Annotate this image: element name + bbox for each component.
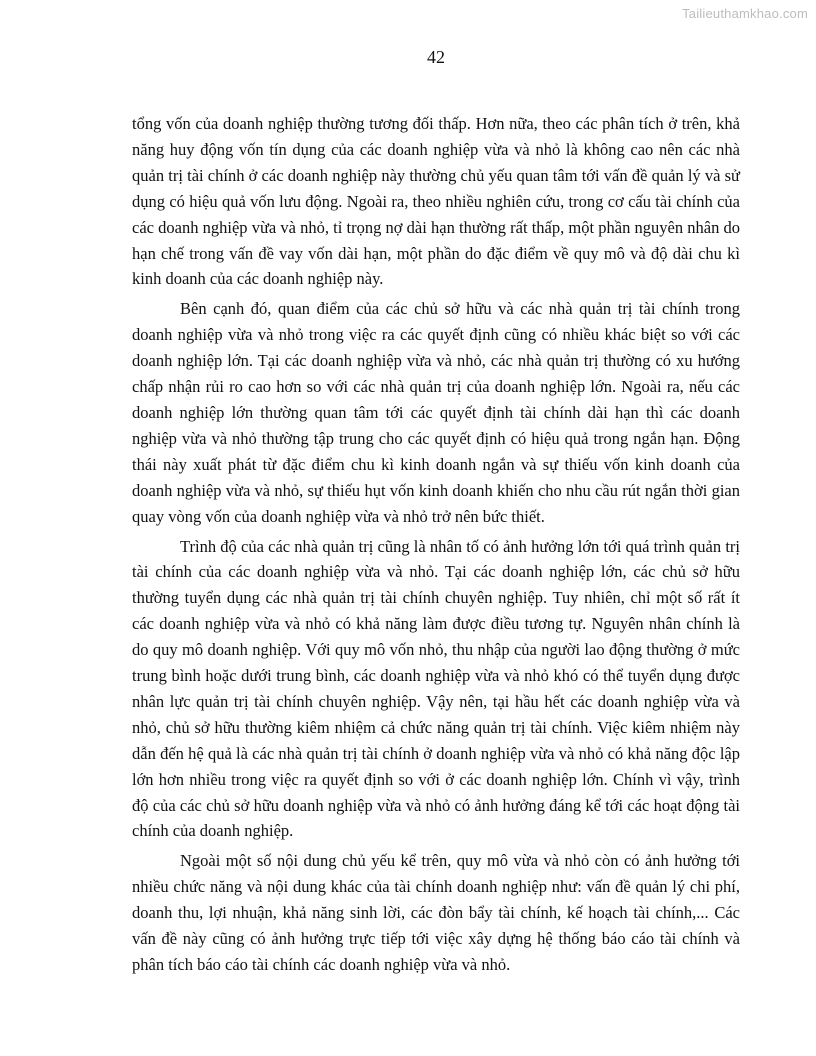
paragraph-other-functions: Ngoài một số nội dung chủ yếu kể trên, quy mô vừa và nhỏ còn có ảnh hưởng tới nhiều chức năng và nội dung khác của tài chính doanh nghiệp như: vấn đề quản lý chi phí, doanh thu, lợi nhuận, khả năng sinh lời, các đòn bẩy tài chính, kế hoạch tài chính,... Các vấn đề này cũng có ảnh hưởng trực tiếp tới việc xây dựng hệ thống báo cáo tài chính và phân tích báo cáo tài chính các doanh nghiệp vừa và nhỏ. xyxy=(132,851,740,974)
paragraph-manager-competence: Trình độ của các nhà quản trị cũng là nhân tố có ảnh hưởng lớn tới quá trình quản trị tài chính của các doanh nghiệp vừa và nhỏ. Tại các doanh nghiệp lớn, các chủ sở hữu thường tuyển dụng các nhà quản trị tài chính chuyên nghiệp. Tuy nhiên, chỉ một số rất ít các doanh nghiệp vừa và nhỏ có khả năng làm được điều tương tự. Nguyên nhân chính là do quy mô doanh nghiệp. Với quy mô vốn nhỏ, thu nhập của người lao động thường ở mức trung bình hoặc dưới trung bình, các doanh nghiệp vừa và nhỏ khó có thể tuyển dụng được nhân lực quản trị tài chính chuyên nghiệp. Vậy nên, tại hầu hết các doanh nghiệp vừa và nhỏ, chủ sở hữu thường kiêm nhiệm cả chức năng quản trị tài chính. Việc kiêm nhiệm này dẫn đến hệ quả là các nhà quản trị tài chính ở doanh nghiệp vừa và nhỏ có khả năng độc lập lớn hơn nhiều trong việc ra quyết định so với ở các doanh nghiệp lớn. Chính vì vậy, trình độ của các chủ sở hữu doanh nghiệp vừa và nhỏ có ảnh hưởng đáng kể tới các hoạt động tài chính của doanh nghiệp. xyxy=(132,536,740,841)
watermark: Tailieuthamkhao.com xyxy=(682,6,808,21)
paragraph-owner-perspective: Bên cạnh đó, quan điểm của các chủ sở hữu và các nhà quản trị tài chính trong doanh nghiệp vừa và nhỏ trong việc ra các quyết định cũng có nhiều khác biệt so với các doanh nghiệp lớn. Tại các doanh nghiệp vừa và nhỏ, các nhà quản trị thường có xu hướng chấp nhận rủi ro cao hơn so với các nhà quản trị của doanh nghiệp lớn. Ngoài ra, nếu các doanh nghiệp lớn thường quan tâm tới các quyết định tài chính dài hạn thì các doanh nghiệp vừa và nhỏ thường tập trung cho các quyết định có hiệu quả trong ngắn hạn. Động thái này xuất phát từ đặc điểm chu kì kinh doanh ngắn và sự thiếu vốn kinh doanh của doanh nghiệp vừa và nhỏ, sự thiếu hụt vốn kinh doanh khiến cho nhu cầu rút ngắn thời gian quay vòng vốn của doanh nghiệp vừa và nhỏ trở nên bức thiết. xyxy=(132,299,740,526)
page-number: 42 xyxy=(427,47,445,67)
paragraph-continuation: tổng vốn của doanh nghiệp thường tương đối thấp. Hơn nữa, theo các phân tích ở trên, khả năng huy động vốn tín dụng của các doanh nghiệp vừa và nhỏ là không cao nên các nhà quản trị tài chính ở các doanh nghiệp này thường chủ yếu quan tâm tới vấn đề quản lý và sử dụng có hiệu quả vốn lưu động. Ngoài ra, theo nhiều nghiên cứu, trong cơ cấu tài chính của các doanh nghiệp vừa và nhỏ, tỉ trọng nợ dài hạn thường rất thấp, một phần nguyên nhân do hạn chế trong vấn đề vay vốn dài hạn, một phần do đặc điểm về quy mô và độ dài chu kì kinh doanh của các doanh nghiệp này. xyxy=(132,114,740,289)
document-body xyxy=(132,111,740,982)
